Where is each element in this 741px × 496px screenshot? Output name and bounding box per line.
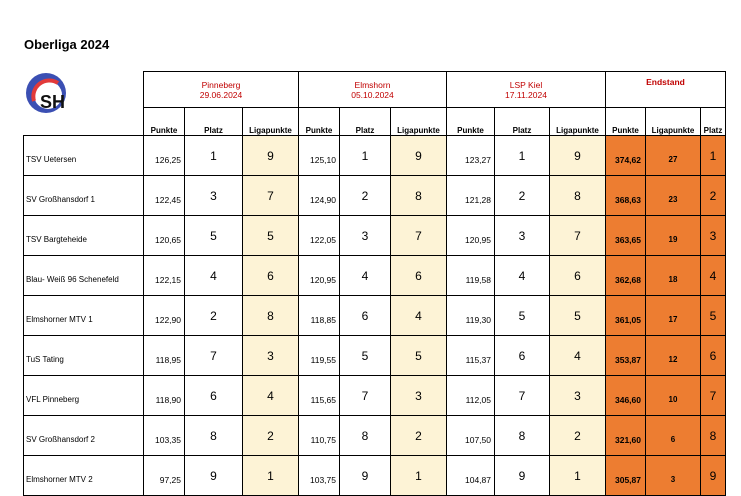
endstand-ligapunkte: 3: [646, 456, 701, 496]
team-name: Blau- Weiß 96 Schenefeld: [24, 256, 144, 296]
endstand-ligapunkte: 12: [646, 336, 701, 376]
event-platz: 5: [340, 336, 391, 376]
event-platz: 6: [495, 336, 550, 376]
team-name: VFL Pinneberg: [24, 376, 144, 416]
event-punkte: 103,75: [299, 456, 340, 496]
event-ligapunkte: 3: [243, 336, 299, 376]
endstand-platz: 6: [701, 336, 726, 376]
event-punkte: 122,90: [144, 296, 185, 336]
endstand-platz: 7: [701, 376, 726, 416]
col-platz-end: Platz: [701, 108, 726, 136]
event-ligapunkte: 7: [391, 216, 447, 256]
endstand-header: Endstand: [606, 72, 726, 108]
event-platz: 7: [495, 376, 550, 416]
event-punkte: 120,95: [299, 256, 340, 296]
event-ligapunkte: 3: [550, 376, 606, 416]
event-punkte: 115,65: [299, 376, 340, 416]
event-punkte: 119,58: [447, 256, 495, 296]
col-punkte-1: Punkte: [144, 108, 185, 136]
event-ligapunkte: 1: [391, 456, 447, 496]
standings-table: [23, 71, 726, 496]
event-ligapunkte: 8: [391, 176, 447, 216]
event-ligapunkte: 5: [391, 336, 447, 376]
event-ligapunkte: 5: [550, 296, 606, 336]
event-ligapunkte: 9: [550, 136, 606, 176]
endstand-punkte: 368,63: [606, 176, 646, 216]
endstand-ligapunkte: 19: [646, 216, 701, 256]
event-ligapunkte: 6: [243, 256, 299, 296]
endstand-platz: 4: [701, 256, 726, 296]
event-ligapunkte: 5: [243, 216, 299, 256]
event-platz: 6: [185, 376, 243, 416]
event-ligapunkte: 1: [243, 456, 299, 496]
event-punkte: 124,90: [299, 176, 340, 216]
event-platz: 5: [495, 296, 550, 336]
event-punkte: 122,45: [144, 176, 185, 216]
event-ligapunkte: 6: [550, 256, 606, 296]
col-platz-3: Platz: [495, 108, 550, 136]
event-ligapunkte: 7: [243, 176, 299, 216]
event-platz: 2: [185, 296, 243, 336]
endstand-platz: 5: [701, 296, 726, 336]
event-punkte: 122,15: [144, 256, 185, 296]
endstand-platz: 9: [701, 456, 726, 496]
col-platz-1: Platz: [185, 108, 243, 136]
event-punkte: 126,25: [144, 136, 185, 176]
event-punkte: 121,28: [447, 176, 495, 216]
event-ligapunkte: 1: [550, 456, 606, 496]
event-platz: 2: [340, 176, 391, 216]
endstand-ligapunkte: 17: [646, 296, 701, 336]
event-platz: 4: [495, 256, 550, 296]
svg-text:SH: SH: [40, 92, 66, 112]
col-punkte-end: Punkte: [606, 108, 646, 136]
event-header-2: Elmshorn 05.10.2024: [299, 72, 447, 108]
event-platz: 9: [495, 456, 550, 496]
col-ligapunkte-3: Ligapunkte: [550, 108, 606, 136]
event-ligapunkte: 8: [550, 176, 606, 216]
event-header-3: LSP Kiel 17.11.2024: [447, 72, 606, 108]
endstand-ligapunkte: 18: [646, 256, 701, 296]
table-row: [24, 376, 726, 416]
event-platz: 4: [340, 256, 391, 296]
endstand-platz: 8: [701, 416, 726, 456]
col-platz-2: Platz: [340, 108, 391, 136]
event-ligapunkte: 3: [391, 376, 447, 416]
event-punkte: 118,90: [144, 376, 185, 416]
event-punkte: 115,37: [447, 336, 495, 376]
team-name: Elmshorner MTV 1: [24, 296, 144, 336]
event-ligapunkte: 2: [243, 416, 299, 456]
endstand-ligapunkte: 10: [646, 376, 701, 416]
event-ligapunkte: 6: [391, 256, 447, 296]
event-platz: 4: [185, 256, 243, 296]
team-name: Elmshorner MTV 2: [24, 456, 144, 496]
event-punkte: 119,55: [299, 336, 340, 376]
event-platz: 8: [340, 416, 391, 456]
event-ligapunkte: 8: [243, 296, 299, 336]
table-row: [24, 336, 726, 376]
table-row: [24, 296, 726, 336]
event-platz: 1: [185, 136, 243, 176]
endstand-punkte: 353,87: [606, 336, 646, 376]
event-platz: 1: [495, 136, 550, 176]
event-platz: 3: [185, 176, 243, 216]
event-punkte: 119,30: [447, 296, 495, 336]
event-platz: 5: [185, 216, 243, 256]
event-header-row: [24, 72, 726, 108]
col-ligapunkte-1: Ligapunkte: [243, 108, 299, 136]
event-platz: 6: [340, 296, 391, 336]
event-ligapunkte: 7: [550, 216, 606, 256]
event-punkte: 118,85: [299, 296, 340, 336]
event-punkte: 125,10: [299, 136, 340, 176]
endstand-punkte: 346,60: [606, 376, 646, 416]
col-punkte-3: Punkte: [447, 108, 495, 136]
endstand-punkte: 374,62: [606, 136, 646, 176]
event-punkte: 120,65: [144, 216, 185, 256]
column-header-row: [24, 108, 726, 136]
event-punkte: 123,27: [447, 136, 495, 176]
endstand-punkte: 305,87: [606, 456, 646, 496]
table-row: [24, 176, 726, 216]
endstand-platz: 3: [701, 216, 726, 256]
event-platz: 2: [495, 176, 550, 216]
event-ligapunkte: 4: [550, 336, 606, 376]
event-ligapunkte: 2: [391, 416, 447, 456]
event-ligapunkte: 2: [550, 416, 606, 456]
team-name: TSV Bargteheide: [24, 216, 144, 256]
table-row: [24, 256, 726, 296]
event-platz: 3: [340, 216, 391, 256]
event-platz: 9: [185, 456, 243, 496]
event-ligapunkte: 9: [243, 136, 299, 176]
event-punkte: 120,95: [447, 216, 495, 256]
event-ligapunkte: 4: [391, 296, 447, 336]
team-name: TuS Tating: [24, 336, 144, 376]
page-title: Oberliga 2024: [24, 37, 110, 52]
event-platz: 7: [185, 336, 243, 376]
endstand-punkte: 362,68: [606, 256, 646, 296]
event-platz: 7: [340, 376, 391, 416]
event-platz: 8: [185, 416, 243, 456]
event-punkte: 122,05: [299, 216, 340, 256]
endstand-platz: 2: [701, 176, 726, 216]
endstand-punkte: 321,60: [606, 416, 646, 456]
table-row: [24, 416, 726, 456]
event-header-1: Pinneberg 29.06.2024: [144, 72, 299, 108]
col-ligapunkte-2: Ligapunkte: [391, 108, 447, 136]
endstand-ligapunkte: 27: [646, 136, 701, 176]
endstand-punkte: 361,05: [606, 296, 646, 336]
event-punkte: 97,25: [144, 456, 185, 496]
event-punkte: 103,35: [144, 416, 185, 456]
endstand-platz: 1: [701, 136, 726, 176]
col-ligapunkte-end: Ligapunkte: [646, 108, 701, 136]
event-ligapunkte: 4: [243, 376, 299, 416]
team-name: SV Großhansdorf 2: [24, 416, 144, 456]
event-punkte: 107,50: [447, 416, 495, 456]
table-row: [24, 136, 726, 176]
endstand-ligapunkte: 6: [646, 416, 701, 456]
table-row: [24, 456, 726, 496]
event-platz: 3: [495, 216, 550, 256]
table-row: [24, 216, 726, 256]
event-ligapunkte: 9: [391, 136, 447, 176]
event-punkte: 110,75: [299, 416, 340, 456]
team-name: TSV Uetersen: [24, 136, 144, 176]
event-punkte: 118,95: [144, 336, 185, 376]
event-platz: 1: [340, 136, 391, 176]
endstand-punkte: 363,65: [606, 216, 646, 256]
event-platz: 9: [340, 456, 391, 496]
col-punkte-2: Punkte: [299, 108, 340, 136]
event-punkte: 104,87: [447, 456, 495, 496]
event-punkte: 112,05: [447, 376, 495, 416]
event-platz: 8: [495, 416, 550, 456]
endstand-ligapunkte: 23: [646, 176, 701, 216]
team-name: SV Großhansdorf 1: [24, 176, 144, 216]
